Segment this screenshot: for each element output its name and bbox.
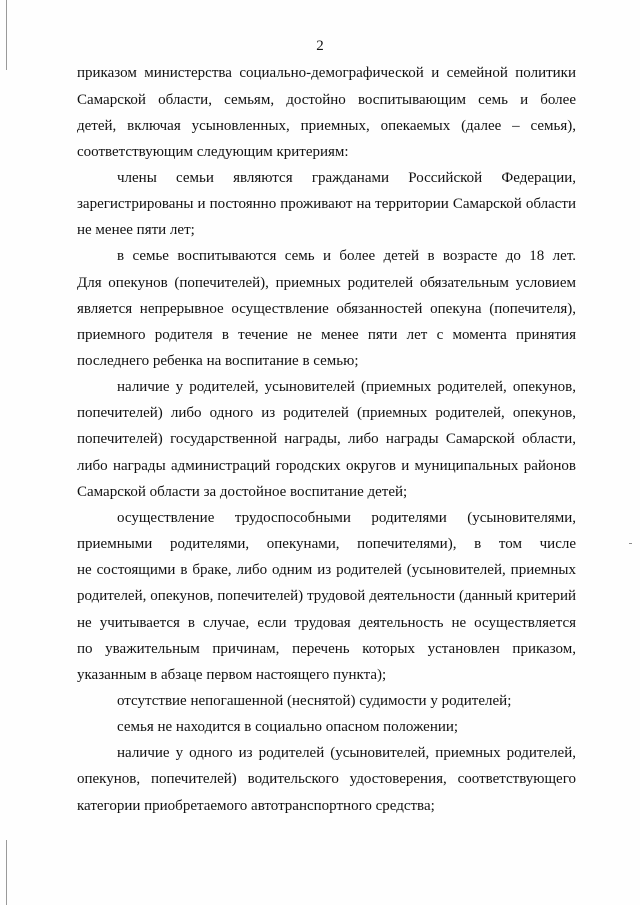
paragraph-line: осуществление трудоспособными родителями (усыновителями, [117,510,576,526]
paragraph-line: родителей, опекунов, попечителей) трудовой деятельности (данный критерий [77,588,576,604]
paragraph-line: детей, включая усыновленных, приемных, опекаемых (далее – семья), [77,118,576,134]
paragraph-line: зарегистрированы и постоянно проживают на территории Самарской области [77,196,576,212]
paragraph-line: Самарской области, семьям, достойно воспитывающим семь и более [77,92,576,108]
paragraph-line: не менее пяти лет; [77,222,195,238]
paragraph-line: Для опекунов (попечителей), приемных родителей обязательным условием [77,275,576,291]
paragraph-line: не учитывается в случае, если трудовая деятельность не осуществляется [77,615,576,631]
paragraph-line: отсутствие непогашенной (неснятой) судимости у родителей; [117,693,512,709]
page-number: 2 [316,38,324,54]
paragraph-line: члены семьи являются гражданами Российской Федерации, [117,170,576,186]
paragraph-line: наличие у родителей, усыновителей (приемных родителей, опекунов, [117,379,576,395]
paragraph-line: попечителей) либо одного из родителей (приемных родителей, опекунов, [77,405,576,421]
scan-edge-mark [6,840,7,905]
paragraph-line: семья не находится в социально опасном положении; [117,719,459,735]
scan-edge-mark [6,0,7,70]
paragraph-line: приказом министерства социально-демографической и семейной политики [77,65,576,81]
paragraph-line: указанным в абзаце первом настоящего пункта); [77,667,387,683]
paragraph-line: приемного родителя в течение не менее пяти лет с момента принятия [77,327,576,343]
paragraph-line: соответствующим следующим критериям: [77,144,349,160]
paragraph-line: по уважительным причинам, перечень которых установлен приказом, [77,641,576,657]
paragraph-line: попечителей) государственной награды, либо награды Самарской области, [77,431,576,447]
paragraph-line: опекунов, попечителей) водительского удостоверения, соответствующего [77,771,576,787]
paragraph-line: Самарской области за достойное воспитание детей; [77,484,408,500]
paragraph-line: категории приобретаемого автотранспортного средства; [77,798,435,814]
paragraph-line: последнего ребенка на воспитание в семью; [77,353,359,369]
scan-mark [629,543,632,544]
paragraph-line: является непрерывное осуществление обязанностей опекуна (попечителя), [77,301,576,317]
paragraph-line: в семье воспитываются семь и более детей в возрасте до 18 лет. [117,248,576,264]
paragraph-line: не состоящими в браке, либо одним из родителей (усыновителей, приемных [77,562,576,578]
paragraph-line: наличие у одного из родителей (усыновителей, приемных родителей, [117,745,576,761]
paragraph-line: либо награды администраций городских округов и муниципальных районов [77,458,576,474]
paragraph-line: приемными родителями, опекунами, попечителями), в том числе [77,536,576,552]
